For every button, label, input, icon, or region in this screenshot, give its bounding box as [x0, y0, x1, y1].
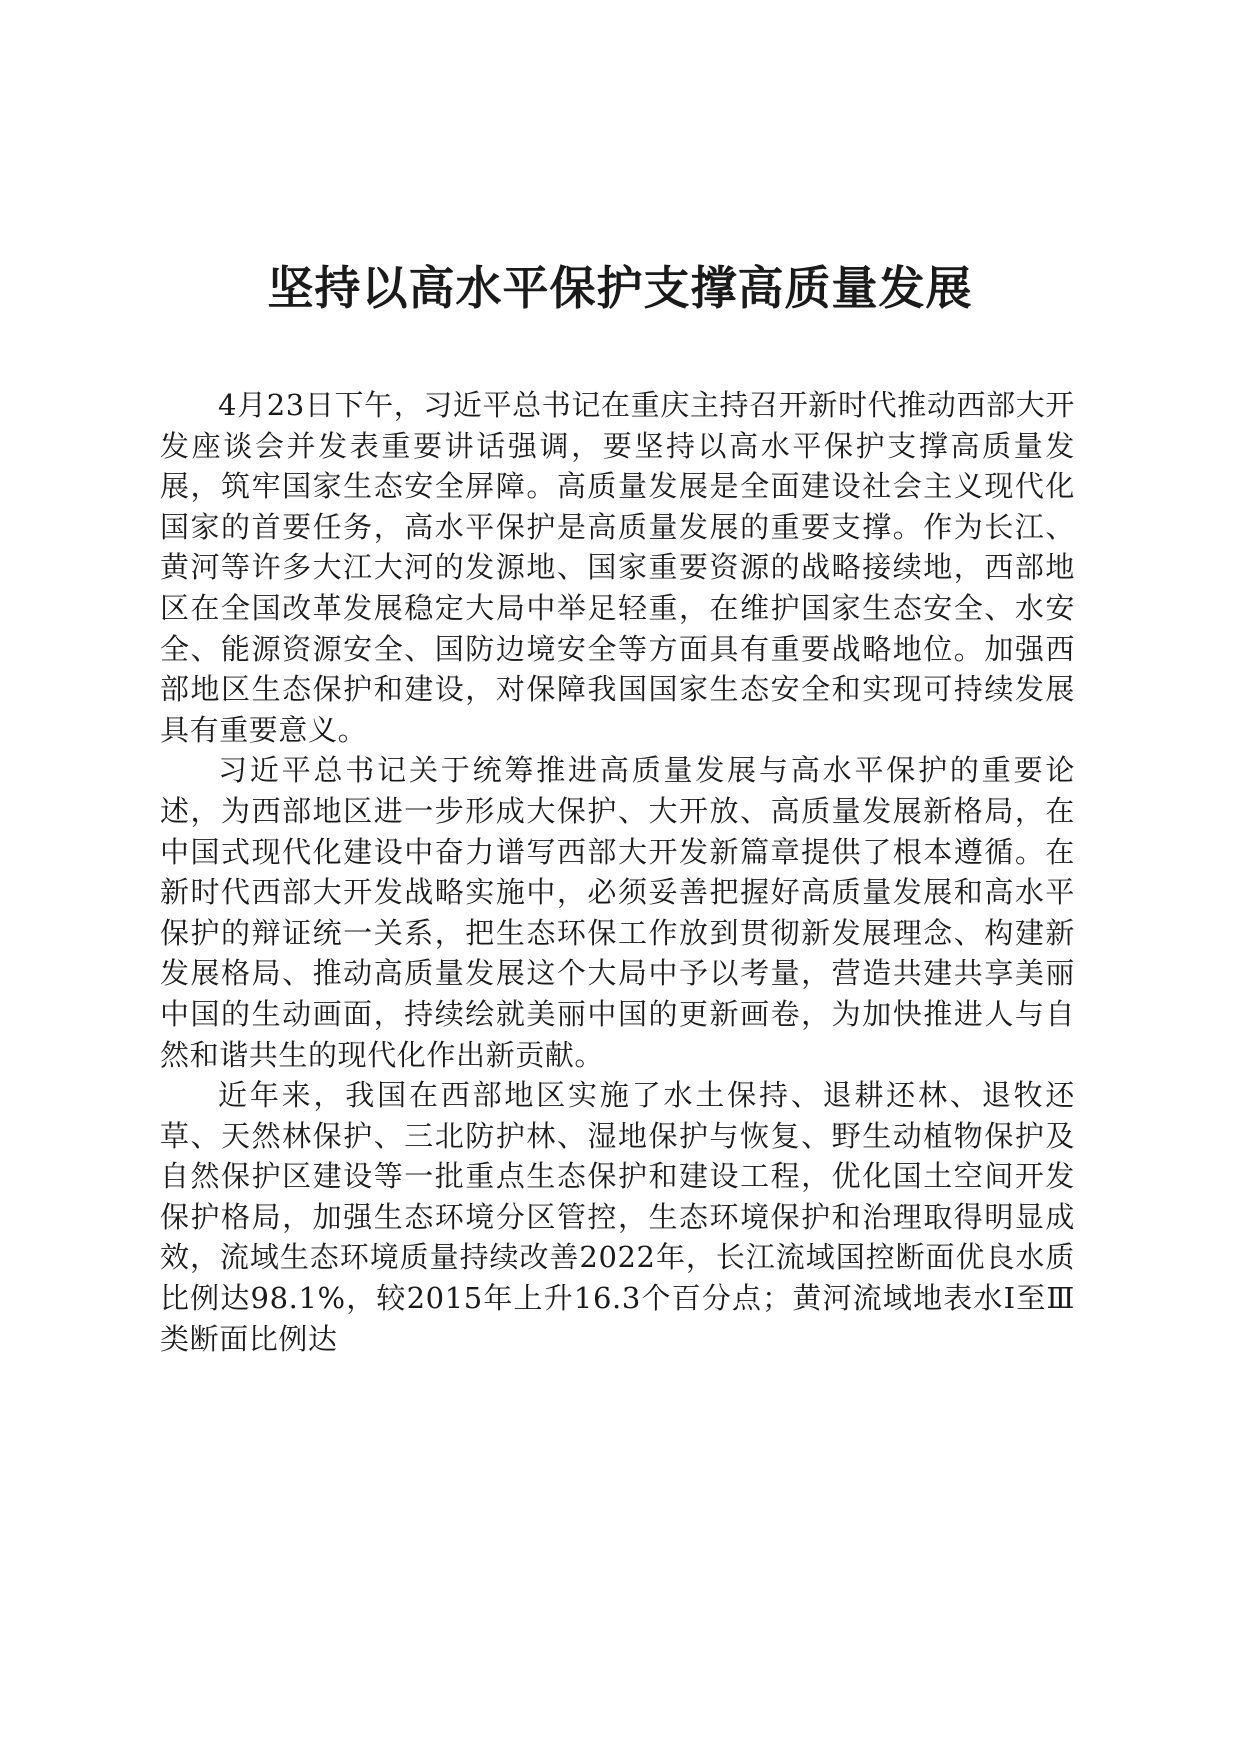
paragraph: 习近平总书记关于统筹推进高质量发展与高水平保护的重要论述，为西部地区进一步形成大保护、大开放、高质量发展新格局，在中国式现代化建设中奋力谱写西部大开发新篇章提供了根本遵循。在新时代西部大开发战略实施中，必须妥善把握好高质量发展和高水平保护的辩证统一关系，把生态环保工作放到贯彻新发展理念、构建新发展格局、推动高质量发展这个大局中予以考量，营造共建共享美丽中国的生动画面，持续绘就美丽中国的更新画卷，为加快推进人与自然和谐共生的现代化作出新贡献。 [160, 753, 1075, 1072]
paragraph: 4月23日下午，习近平总书记在重庆主持召开新时代推动西部大开发座谈会并发表重要讲话强调，要坚持以高水平保护支撑高质量发展，筑牢国家生态安全屏障。高质量发展是全面建设社会主义现代化国家的首要任务，高水平保护是高质量发展的重要支撑。作为长江、黄河等许多大江大河的发源地、国家重要资源的战略接续地，西部地区在全国改革发展稳定大局中举足轻重，在维护国家生态安全、水安全、能源资源安全、国防边境安全等方面具有重要战略地位。加强西部地区生态保护和建设，对保障我国国家生态安全和实现可持续发展具有重要意义。 [160, 388, 1075, 747]
document-title: 坚持以高水平保护支撑高质量发展 [267, 261, 973, 315]
document-body [160, 385, 1075, 1359]
paragraph: 近年来，我国在西部地区实施了水土保持、退耕还林、退牧还草、天然林保护、三北防护林、湿地保护与恢复、野生动植物保护及自然保护区建设等一批重点生态保护和建设工程，优化国土空间开发保护格局，加强生态环境分区管控，生态环境保护和治理取得明显成效，流域生态环境质量持续改善2022年，长江流域国控断面优良水质比例达98.1%，较2015年上升16.3个百分点；黄河流域地表水Ⅰ至Ⅲ类断面比例达 [160, 1078, 1075, 1356]
